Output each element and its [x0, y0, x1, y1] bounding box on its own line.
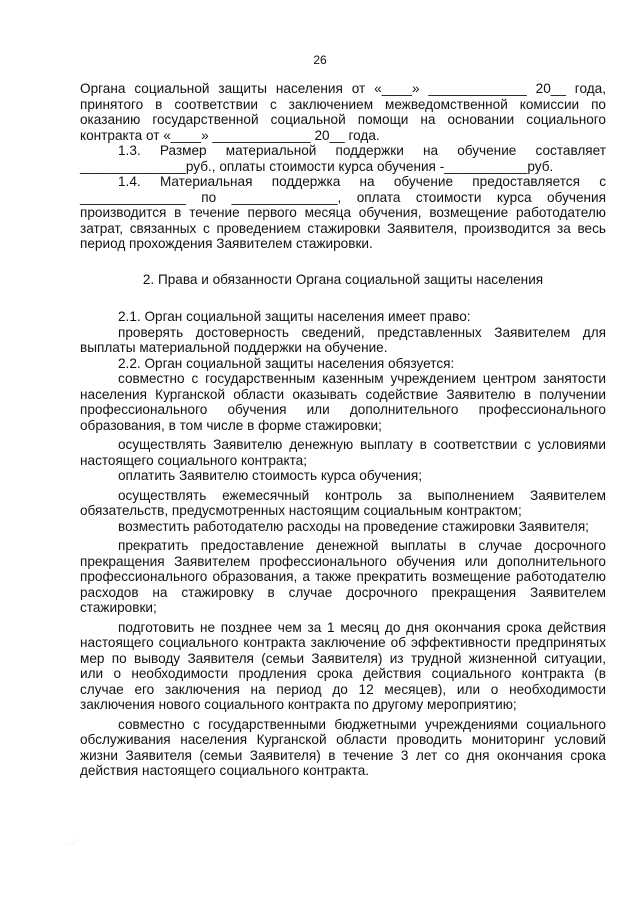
- text-line: 1.4. Материальная поддержка на обучение предоставляется с: [118, 174, 606, 189]
- text-line: действия настоящего социального контракта.: [80, 763, 370, 778]
- text-line: или о необходимости продления срока действия социального контракта (в: [80, 666, 606, 681]
- text-line: профессионального обучения или дополнительного профессионального: [80, 402, 606, 417]
- text-line: обслуживания населения Курганской области проводить мониторинг условий: [80, 732, 606, 747]
- text-line: проверять достоверность сведений, представленных Заявителем для: [118, 324, 606, 340]
- duty-5: возместить работодателю расходы на проведение стажировки Заявителя;: [118, 518, 589, 534]
- text-line: подготовить не позднее чем за 1 месяц до дня окончания срока действия: [118, 619, 606, 635]
- text-line: затрат, связанных с проведением стажировки Заявителя, производится за весь: [80, 220, 606, 236]
- text-line: стажировки;: [80, 600, 157, 615]
- text-line: осуществлять Заявителю денежную выплату в соответствии с условиями: [118, 437, 606, 452]
- text-line: мер по выводу Заявителя (семьи Заявителя) из трудной жизненной ситуации,: [80, 650, 606, 666]
- text-line: расходов на стажировку в случае досрочного прекращения Заявителем: [80, 584, 606, 600]
- text-line: образования, в том числе в форме стажировки;: [80, 417, 382, 433]
- duty-3: оплатить Заявителю стоимость курса обучения;: [118, 468, 423, 483]
- right-1: [80, 325, 606, 356]
- duty-7: [80, 620, 606, 713]
- clause-1-4: [80, 174, 606, 252]
- text-line: профессионального образования, а также прекратить возмещение работодателю: [80, 569, 606, 584]
- text-line: совместно с государственными бюджетными учреждениями социального: [118, 716, 606, 732]
- text-line: период прохождения Заявителем стажировки.: [80, 236, 373, 251]
- duty-6: [80, 538, 606, 616]
- text-line: настоящего социального контракта заключение об эффективности предпринятых: [80, 635, 606, 650]
- text-line: обязательств, предусмотренных настоящим социальным контрактом;: [80, 503, 522, 518]
- duty-8: [80, 717, 606, 779]
- text-line: ______________ по ______________, оплата стоимости курса обучения: [80, 189, 606, 205]
- text-line: населения Курганской области оказывать содействие Заявителю в получении: [80, 386, 606, 402]
- duty-1: [80, 371, 606, 433]
- clause-2-2: 2.2. Орган социальной защиты населения обязуется:: [118, 355, 455, 371]
- text-line: прекратить предоставление денежной выплаты в случае досрочного: [118, 538, 606, 553]
- text-line: жизни Заявителя (семьи Заявителя) в течение 3 лет со дня окончания срока: [80, 747, 606, 763]
- text-line: совместно с государственным казенным учреждением центром занятости: [118, 371, 606, 386]
- text-line: настоящего социального контракта;: [80, 452, 307, 468]
- text-line: Органа социальной защиты населения от «____» _____________ 20__ года,: [80, 81, 606, 96]
- text-line: выплаты материальной поддержки на обучение.: [80, 340, 388, 355]
- text-line: оказанию государственной социальной помощи на основании социального: [80, 112, 606, 127]
- section-title: 2. Права и обязанности Органа социальной защиты населения: [142, 271, 544, 287]
- duty-4: [80, 488, 606, 519]
- text-line: 1.3. Размер материальной поддержки на обучение составляет: [118, 143, 606, 158]
- text-line: ______________руб., оплаты стоимости курса обучения -___________руб.: [80, 158, 554, 174]
- text-line: осуществлять ежемесячный контроль за выполнением Заявителем: [118, 487, 606, 503]
- text-line: принятого в соответствии с заключением межведомственной комиссии по: [80, 96, 606, 112]
- text-line: случае его заключения на период до 12 месяцев), или о необходимости: [80, 681, 606, 697]
- clause-2-1: 2.1. Орган социальной защиты населения имеет право:: [118, 309, 471, 324]
- text-line: контракта от «____» _____________ 20__ года.: [80, 127, 380, 143]
- duty-2: [80, 437, 606, 468]
- text-line: прекращения Заявителем профессионального обучения или дополнительного: [80, 553, 606, 569]
- page-number: 26: [313, 53, 327, 67]
- page-body: [80, 81, 606, 779]
- scan-artifact: ·.·´: [66, 840, 79, 847]
- text-line: заключения нового социального контракта по другому мероприятию;: [80, 697, 517, 712]
- intro-paragraph: [80, 81, 606, 143]
- clause-1-3: [80, 143, 606, 174]
- text-line: производится в течение первого месяца обучения, возмещение работодателю: [80, 205, 606, 220]
